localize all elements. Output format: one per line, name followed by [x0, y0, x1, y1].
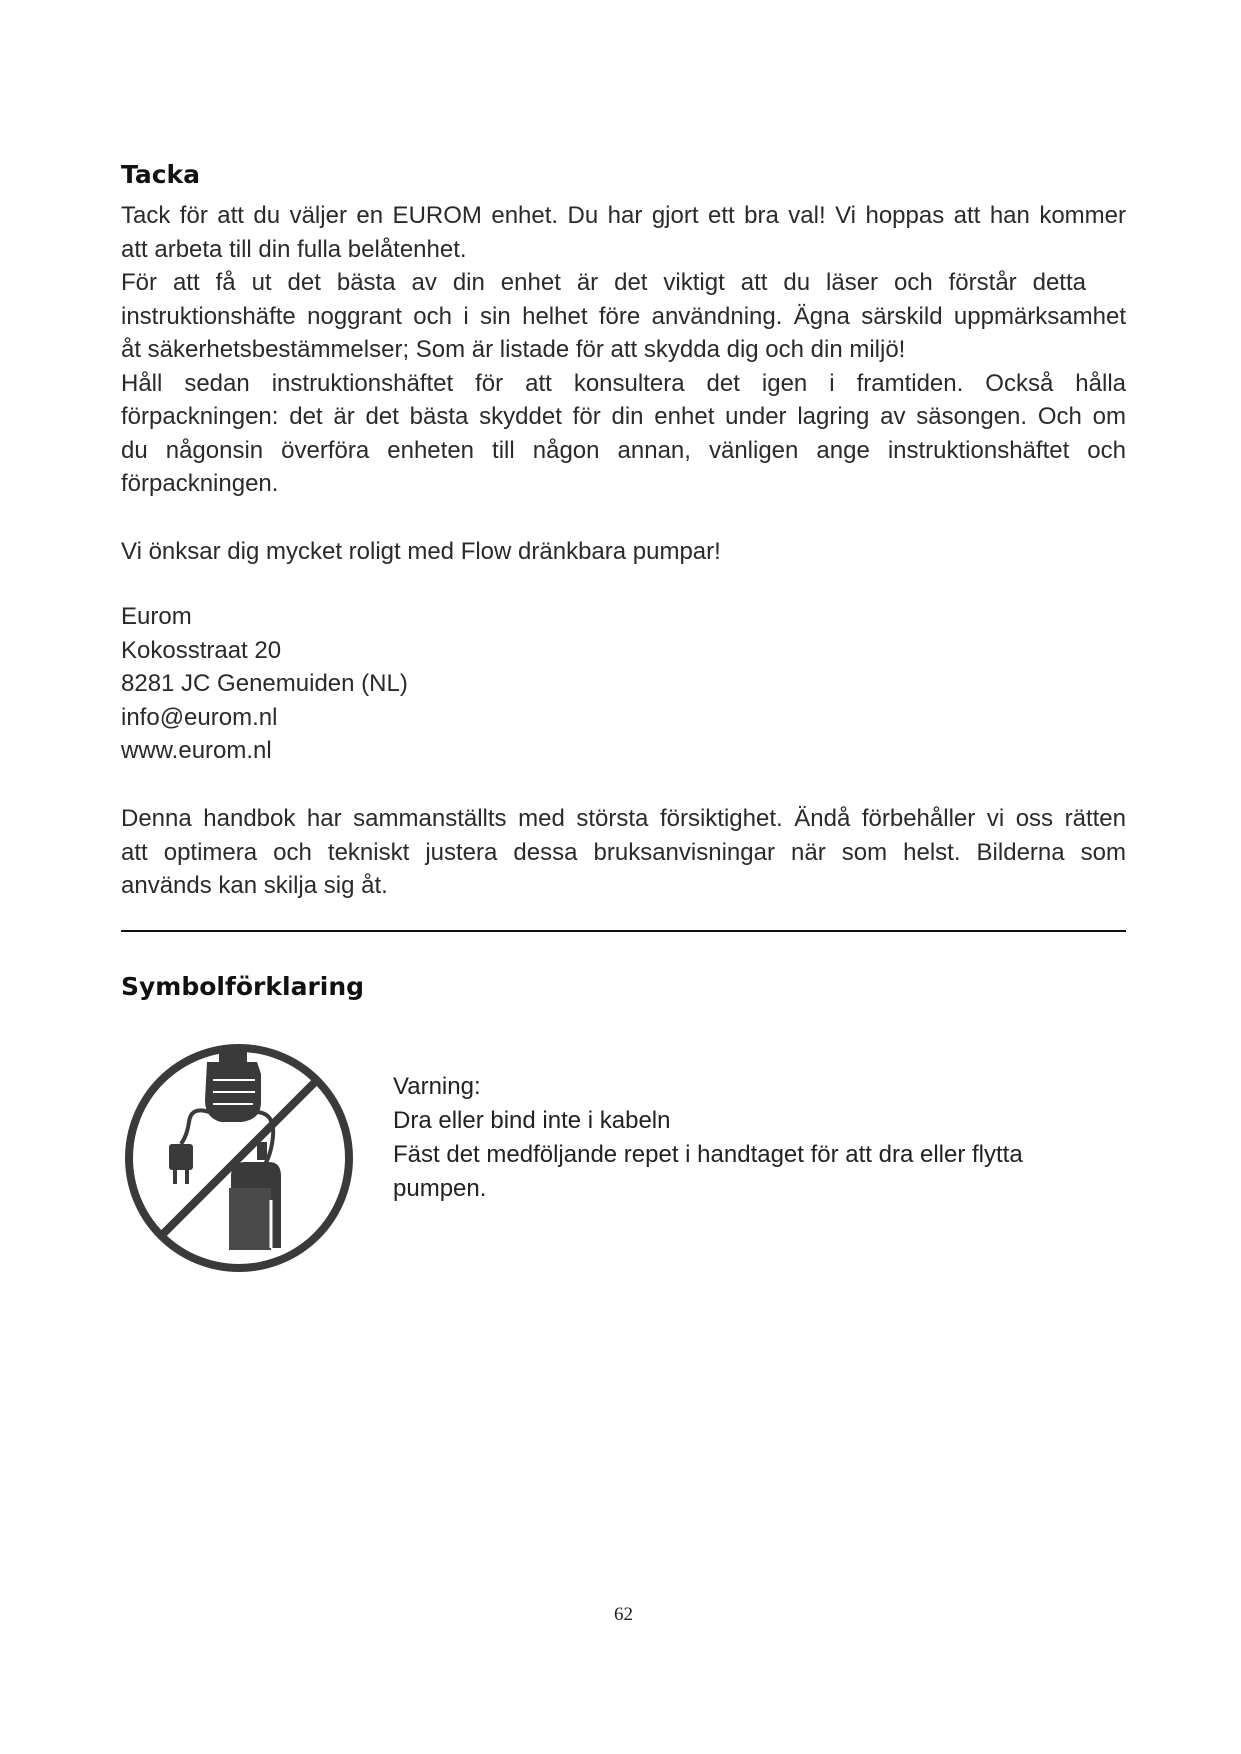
text-line: Tack för att du väljer en EUROM enhet. Du har gjort ett bra val! Vi hoppas att han kommer [121, 202, 1126, 229]
section-title-thanks: Tacka [121, 160, 201, 189]
closing-wish: Vi önksar dig mycket roligt med Flow dränkbara pumpar! [121, 538, 721, 565]
address-block [121, 600, 1126, 768]
warning-line: Dra eller bind inte i kabeln [393, 1107, 671, 1134]
symbol-warning-text [393, 1070, 1093, 1206]
text-line: du någonsin överföra enheten till någon annan, vänligen ange instruktionshäftet och [121, 436, 1126, 464]
email-address: info@eurom.nl [121, 703, 278, 731]
thanks-paragraph-3 [121, 367, 1126, 501]
document-page [121, 0, 1126, 1754]
text-line: åt säkerhetsbestämmelser; Som är listade för att skydda dig och din miljö! [121, 336, 906, 363]
text-line: förpackningen. [121, 470, 279, 497]
warning-label: Varning: [393, 1073, 481, 1100]
thanks-body [121, 199, 1126, 501]
text-line: att arbeta till din fulla belåtenhet. [121, 235, 467, 263]
disclaimer [121, 802, 1126, 903]
text-line: förpackningen: det är det bästa skyddet för din enhet under lagring av säsongen. Och om [121, 403, 1126, 430]
section-title-symbols: Symbolförklaring [121, 972, 365, 1001]
website-address: www.eurom.nl [121, 737, 272, 764]
text-line: att optimera och tekniskt justera dessa bruksanvisningar när som helst. Bilderna som [121, 838, 1126, 866]
street-address: Kokosstraat 20 [121, 636, 282, 664]
text-line: För att få ut det bästa av din enhet är det viktigt att du läser och förstår detta [121, 269, 1086, 296]
no-pulling-cable-icon [121, 1040, 357, 1276]
text-line: används kan skilja sig åt. [121, 872, 388, 899]
text-line: instruktionshäfte noggrant och i sin helhet före användning. Ägna särskild uppmärksamhet [121, 302, 1126, 330]
page-number: 62 [614, 1604, 633, 1625]
city-address: 8281 JC Genemuiden (NL) [121, 670, 408, 697]
thanks-paragraph-2 [121, 266, 1126, 367]
warning-line: Fäst det medföljande repet i handtaget för att dra eller flytta [393, 1141, 1023, 1168]
text-line: Håll sedan instruktionshäftet för att konsultera det igen i framtiden. Också hålla [121, 369, 1126, 397]
warning-line: pumpen. [393, 1175, 487, 1202]
thanks-paragraph-1 [121, 199, 1126, 266]
text-line: Denna handbok har sammanställts med största försiktighet. Ändå förbehåller vi oss rätten [121, 805, 1126, 832]
section-divider [121, 930, 1126, 932]
company-name: Eurom [121, 603, 192, 630]
